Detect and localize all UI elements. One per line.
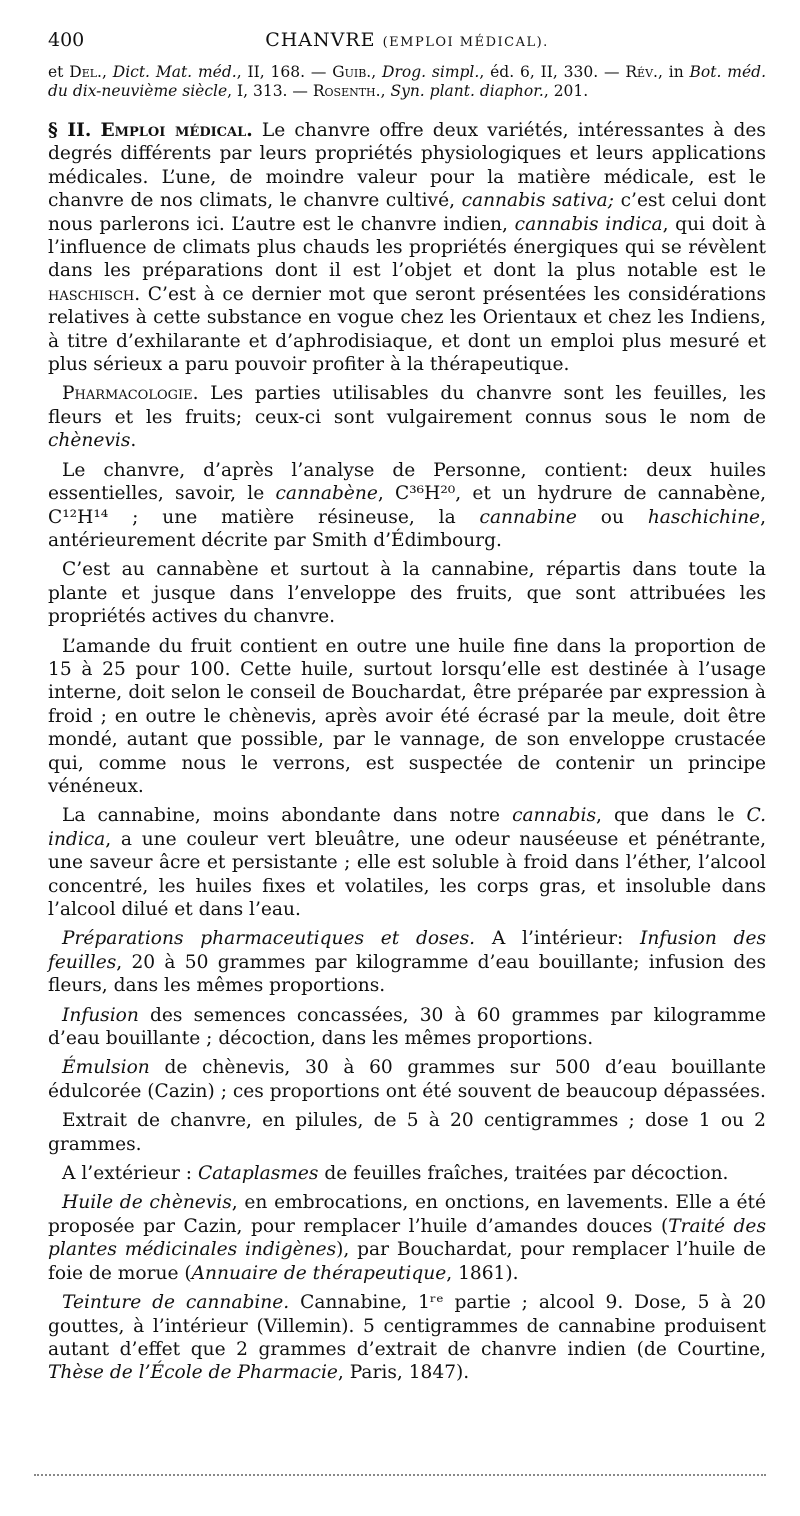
paragraph-exterieur: A l’extérieur : Cataplasmes de feuilles fraîches, traitées par décoction. — [62, 1163, 729, 1185]
paragraph-infusion: Infusion des semences concassées, 30 à 60 grammes par kilogramme d’eau bouillante ; décoction, dans les mêmes proportions. — [48, 1004, 766, 1050]
page-number: 400 — [48, 29, 85, 51]
paragraph-preparations: Préparations pharmaceutiques et doses. A l’intérieur: Infusion des feuilles, 20 à 50 grammes par kilogramme d’eau bouillante; infusion des fleurs, dans les mêmes proportions. — [48, 928, 766, 997]
bibliographic-references: et Del., Dict. Mat. méd., II, 168. — Guib., Drog. simpl., éd. 6, II, 330. — Rév., in Bot. méd. du dix-neuvième siècle, I, 313. — Rosenth., Syn. plant. diaphor., 201. — [48, 63, 766, 100]
paragraph-cannabene: C’est au cannabène et surtout à la cannabine, répartis dans toute la plante et jusque dans l’enveloppe des fruits, que sont attribuées les propriétés actives du chanvre. — [48, 559, 766, 628]
paragraph-pharmacologie: Pharmacologie. Les parties utilisables du chanvre sont les feuilles, les fleurs et les fruits; ceux-ci sont vulgairement connus sous le nom de chènevis. — [48, 383, 766, 452]
section-emploi-medical: § II. Emploi médical. Le chanvre offre deux variétés, intéressantes à des degrés différents par leurs propriétés physiologiques et leurs applications médicales. L’une, de moindre valeur pour la matière médicale, est le chanvre de nos climats, le chanvre cultivé, cannabis sativa; c’est celui dont nous parlerons ici. L’autre est le chanvre indien, cannabis indica, qui doit à l’influence de climats plus chauds les propriétés énergiques qui se révèlent dans les préparations dont il est l’objet et dont la plus notable est le haschisch. C’est à ce dernier mot que seront présentées les considérations relatives à cette substance en vogue chez les Orientaux et chez les Indiens, à titre d’exhilarante et d’aphrodisiaque, et dont un emploi plus mesuré et plus sérieux a paru pouvoir profiter à la thérapeutique. — [48, 120, 767, 376]
running-title-sub: (EMPLOI MÉDICAL). — [382, 35, 549, 50]
paragraph-analyse: Le chanvre, d’après l’analyse de Personne, contient: deux huiles essentielles, savoir, le cannabène, C³⁶H²⁰, et un hydrure de cannabène, C¹²H¹⁴ ; une matière résineuse, la cannabine ou haschichine, antérieurement décrite par Smith d’Édimbourg. — [48, 459, 766, 551]
paragraph-amande: L’amande du fruit contient en outre une huile fine dans la proportion de 15 à 25 pour 100. Cette huile, surtout lorsqu’elle est destinée à l’usage interne, doit selon le conseil de Bouchardat, être préparée par expression à froid ; en outre le chènevis, après avoir été écrasé par la meule, doit être mondé, autant que possible, par le vannage, de son enveloppe crustacée qui, comme nous le verrons, est suspectée de contenir un principe vénéneux. — [48, 635, 766, 797]
paragraph-huile: Huile de chènevis, en embrocations, en onctions, en lavements. Elle a été proposée par Cazin, pour remplacer l’huile d’amandes douces (Traité des plantes médicinales indigènes), par Bouchardat, pour remplacer l’huile de foie de morue (Annuaire de thérapeutique, 1861). — [48, 1192, 766, 1284]
section-title: Emploi médical. — [100, 120, 253, 141]
paragraph-extrait: Extrait de chanvre, en pilules, de 5 à 20 centigrammes ; dose 1 ou 2 grammes. — [48, 1110, 766, 1155]
footer-dotted-rule — [34, 1474, 766, 1476]
paragraph-cannabine: La cannabine, moins abondante dans notre cannabis, que dans le C. indica, a une couleur vert bleuâtre, une odeur nauséeuse et pénétrante, une saveur âcre et persistante ; elle est soluble à froid dans l’éther, l’alcool concentré, les huiles fixes et volatiles, les corps gras, et insoluble dans l’alcool dilué et dans l’eau. — [48, 805, 767, 920]
running-title-main: CHANVRE — [265, 29, 376, 51]
pharmacologie-label: Pharmacologie. — [62, 383, 199, 405]
paragraph-emulsion: Émulsion de chènevis, 30 à 60 grammes sur 500 d’eau bouillante édulcorée (Cazin) ; ces proportions ont été souvent de beaucoup dépassées. — [48, 1057, 766, 1102]
running-title — [108, 28, 766, 55]
paragraph-teinture: Teinture de cannabine. Cannabine, 1ʳᵉ partie ; alcool 9. Dose, 5 à 20 gouttes, à l’intérieur (Villemin). 5 centigrammes de cannabine produisent autant d’effet que 2 grammes d’extrait de chanvre indien (de Courtine, Thèse de l’École de Pharmacie, Paris, 1847). — [48, 1292, 766, 1384]
section-mark: § II. — [48, 120, 92, 141]
running-header — [48, 28, 766, 55]
